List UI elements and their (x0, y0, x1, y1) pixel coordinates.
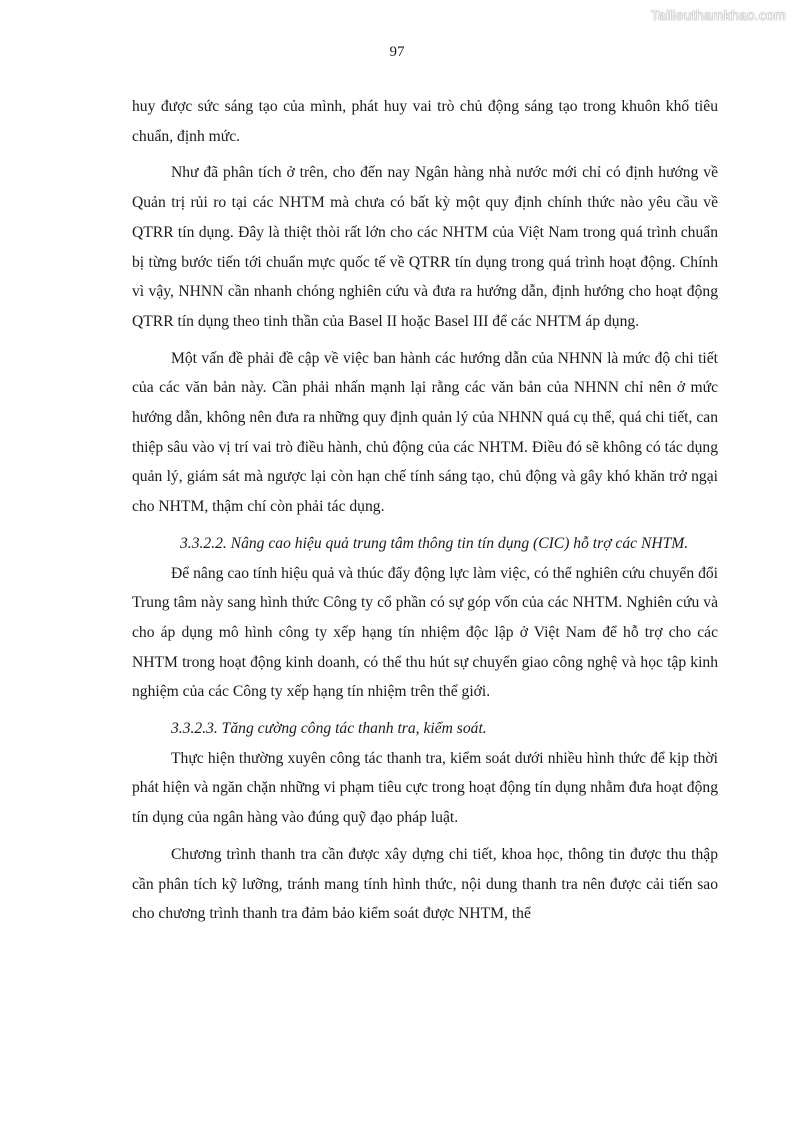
paragraph-cic-improvement: Để nâng cao tính hiệu quả và thúc đẩy động lực làm việc, có thể nghiên cứu chuyển đổi Trung tâm này sang hình thức Công ty cổ phần có sự góp vốn của các NHTM. Nghiên cứu và cho áp dụng mô hình công ty xếp hạng tín nhiệm độc lập ở Việt Nam để hỗ trợ cho các NHTM trong hoạt động kinh doanh, có thể thu hút sự chuyển giao công nghệ và học tập kinh nghiệm của các Công ty xếp hạng tín nhiệm trên thế giới. (132, 564, 718, 701)
paragraph-credit-risk-orientation: Như đã phân tích ở trên, cho đến nay Ngân hàng nhà nước mới chỉ có định hướng về Quản trị rủi ro tại các NHTM mà chưa có bất kỳ một quy định chính thức nào yêu cầu về QTRR tín dụng. Đây là thiệt thòi rất lớn cho các NHTM của Việt Nam trong quá trình chuẩn bị từng bước tiến tới chuẩn mực quốc tế về QTRR tín dụng trong quá trình hoạt động. Chính vì vậy, NHNN cần nhanh chóng nghiên cứu và đưa ra hướng dẫn, định hướng cho hoạt động QTRR tín dụng theo tinh thần của Basel II hoặc Basel III để các NHTM áp dụng. (132, 164, 718, 330)
document-body (132, 92, 718, 929)
paragraph-continuation: huy được sức sáng tạo của mình, phát huy vai trò chủ động sáng tạo trong khuôn khổ tiêu chuẩn, định mức. (132, 98, 718, 145)
section-heading-3-3-2-2: 3.3.2.2. Nâng cao hiệu quả trung tâm thông tin tín dụng (CIC) hỗ trợ các NHTM. (180, 534, 689, 552)
paragraph-inspection: Thực hiện thường xuyên công tác thanh tra, kiểm soát dưới nhiều hình thức để kịp thời phát hiện và ngăn chặn những vi phạm tiêu cực trong hoạt động tín dụng nhằm đưa hoạt động tín dụng của ngân hàng vào đúng quỹ đạo pháp luật. (132, 749, 718, 827)
page-number: 97 (389, 44, 405, 60)
watermark: Tailieuthamkhao.com (650, 7, 786, 23)
paragraph-guidance-detail: Một vấn đề phải đề cập về việc ban hành các hướng dẫn của NHNN là mức độ chi tiết của các văn bản này. Cần phải nhấn mạnh lại rằng các văn bản của NHNN chỉ nên ở mức hướng dẫn, không nên đưa ra những quy định quản lý của NHNN quá cụ thể, quá chi tiết, can thiệp sâu vào vị trí vai trò điều hành, chủ động của các NHTM. Điều đó sẽ không có tác dụng quản lý, giám sát mà ngược lại còn hạn chế tính sáng tạo, chủ động và gây khó khăn trở ngại cho NHTM, thậm chí còn phải tác dụng. (132, 349, 718, 516)
section-heading-3-3-2-3: 3.3.2.3. Tăng cường công tác thanh tra, kiểm soát. (171, 720, 487, 738)
paragraph-inspection-program: Chương trình thanh tra cần được xây dựng chi tiết, khoa học, thông tin được thu thập cần phân tích kỹ lưỡng, tránh mang tính hình thức, nội dung thanh tra nên được cải tiến sao cho chương trình thanh tra đảm bảo kiểm soát được NHTM, thể (132, 845, 718, 923)
